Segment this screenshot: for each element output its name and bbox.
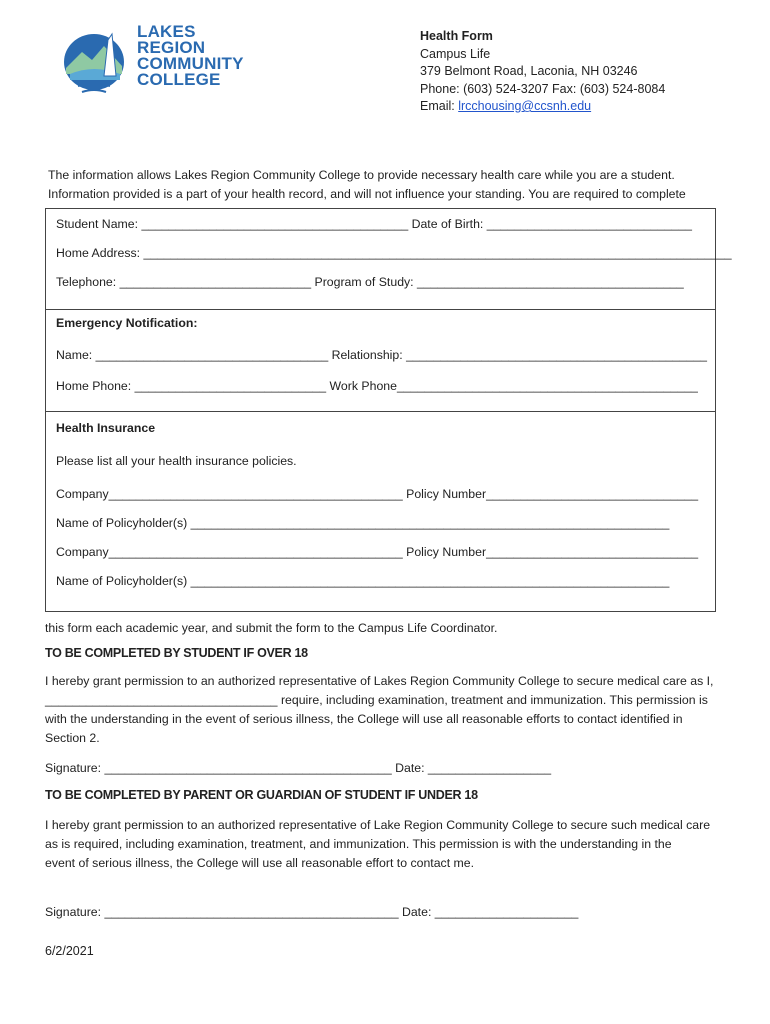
paragraph-line: event of serious illness, the College will use all reasonable effort to contact me. [45,856,475,870]
logo-line: COMMUNITY [137,54,244,73]
home-address-field[interactable]: Home Address: ______________________________________________________________________________________ [56,246,732,260]
department: Campus Life [420,46,491,61]
paragraph-line: with the understanding in the event of serious illness, the College will use all reasonable efforts to contact identified in [45,712,683,726]
intro-line: this form each academic year, and submit the form to the Campus Life Coordinator. [45,621,498,635]
over18-signature-field[interactable]: Signature: __________________________________________ Date: __________________ [45,761,552,775]
student-info-box [45,208,732,310]
emergency-box [45,309,716,412]
college-logo [60,24,135,100]
company-policy-field[interactable]: Company___________________________________________ Policy Number_______________________________ [56,545,699,559]
form-title: Health Form [420,29,493,43]
under18-signature-field[interactable]: Signature: ___________________________________________ Date: _____________________ [45,905,579,919]
form-header [420,28,665,116]
insurance-heading: Health Insurance [56,421,156,435]
policyholder-field[interactable]: Name of Policyholder(s) ______________________________________________________________________ [56,574,670,588]
policyholder-field[interactable]: Name of Policyholder(s) ______________________________________________________________________ [56,516,670,530]
insurance-box [45,411,716,612]
email-link[interactable]: lrcchousing@ccsnh.edu [458,99,592,113]
under18-heading: TO BE COMPLETED BY PARENT OR GUARDIAN OF STUDENT IF UNDER 18 [45,788,478,802]
intro-text [48,166,686,204]
address: 379 Belmont Road, Laconia, NH 03246 [420,64,638,78]
intro-line: The information allows Lakes Region Community College to provide necessary health care while you are a student. [48,168,675,182]
over18-text [45,672,713,748]
revision-date: 6/2/2021 [45,944,94,958]
email-label: Email: [420,99,459,113]
insurance-instruction: Please list all your health insurance policies. [56,454,297,468]
telephone-program-field[interactable]: Telephone: ____________________________ Program of Study: _______________________________________ [56,275,684,289]
intro-line: Information provided is a part of your health record, and will not influence your standing. You are required to complete [48,187,686,201]
paragraph-line: __________________________________ require, including examination, treatment and immunization. This permission is [45,693,708,707]
logo-line: REGION [137,38,206,57]
paragraph-line: Section 2. [45,731,100,745]
email-line [420,98,665,116]
emergency-phone-field[interactable]: Home Phone: ____________________________ Work Phone____________________________________________ [56,379,698,393]
logo-line: LAKES [137,22,196,41]
student-name-dob-field[interactable]: Student Name: _______________________________________ Date of Birth: ______________________________ [56,217,692,231]
emergency-heading: Emergency Notification: [56,316,198,330]
phone-fax: Phone: (603) 524-3207 Fax: (603) 524-8084 [420,81,666,96]
paragraph-line: as is required, including examination, treatment, and immunization. This permission is with the understanding in the [45,837,672,851]
paragraph-line: I hereby grant permission to an authorized representative of Lake Region Community College to secure such medical care [45,818,711,832]
over18-heading: TO BE COMPLETED BY STUDENT IF OVER 18 [45,646,308,660]
under18-text [45,816,710,873]
college-name [137,24,244,88]
logo-line: COLLEGE [137,70,221,89]
paragraph-line: I hereby grant permission to an authorized representative of Lakes Region Community College to secure medical care as I, [45,674,714,688]
company-policy-field[interactable]: Company___________________________________________ Policy Number_______________________________ [56,487,699,501]
emergency-name-relationship-field[interactable]: Name: __________________________________ Relationship: ____________________________________________ [56,348,707,362]
